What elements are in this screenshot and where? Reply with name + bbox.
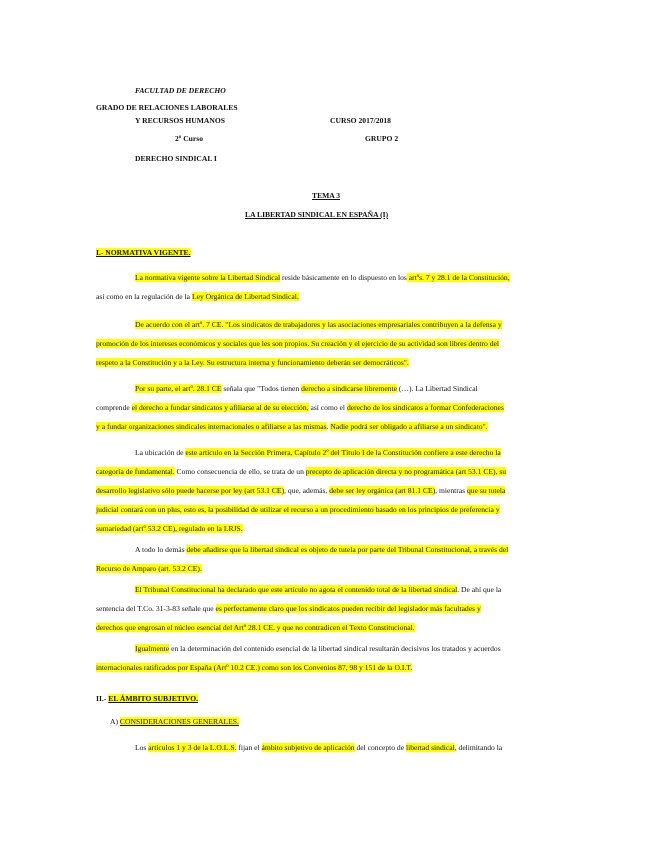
highlight-span: respeto a la Constitución y a la Ley. Su estructura interna y funcionamiento deberán ser democráticos". [96, 358, 409, 367]
text-span: reside básicamente en lo dispuesto en los [280, 273, 407, 282]
paragraph-line [96, 524, 243, 534]
paragraph-line [96, 505, 500, 515]
text-span: Los [135, 743, 149, 752]
text-span: , que, además, [284, 486, 330, 495]
highlight-span: debe añadirse que la libertad sindical es objeto de tutela por parte del Tribunal Constitucional, a través del [186, 545, 509, 554]
highlight-span: que su tutela [467, 486, 506, 495]
highlight-span: artículos 1 y 3 de la L.O.L.S. [148, 743, 237, 752]
highlight-span: artºs. 7 y 28.1 de la Constitución, [406, 273, 510, 282]
highlight-span: derecho de los sindicatos a formar Confederaciones [346, 403, 504, 412]
text-span: . [326, 422, 331, 431]
paragraph-line [135, 585, 501, 595]
highlight-span: el derecho a fundar sindicatos y afiliarse al de su elección, [131, 403, 309, 412]
paragraph-line [96, 486, 505, 496]
text-span: La ubicación de [135, 448, 186, 457]
paragraph-line [135, 743, 502, 753]
highlight-span: desarrollo legislativo sólo puede hacerse por ley (art 53.1 CE) [96, 486, 285, 495]
highlight-span: este artículo en la Sección Primera, Capítulo 2º del Título I de la Constitución confiere a este derecho la [185, 448, 501, 457]
text-span: , delimitando la [454, 743, 503, 752]
text-span: comprende [96, 403, 132, 412]
highlight-span: sumariedad (artº 53.2 CE), regulado en la LRJS. [96, 524, 243, 533]
subsection-letter: A) [110, 717, 120, 726]
paragraph-line [96, 292, 299, 302]
tema-title: TEMA 3 [312, 191, 341, 200]
text-span: (…). La Libertad Sindical [397, 384, 478, 393]
text-span: sentencia del T.Co. 31-3-83 señale que [96, 604, 216, 613]
highlight-span: ámbito subjetivo de aplicación [261, 743, 355, 752]
highlight-span: El Tribunal Constitucional ha declarado que este artículo no agota el contenido total de la libertad sindical [135, 585, 458, 594]
subject-name: DERECHO SINDICAL I [135, 154, 217, 163]
subsection-heading-text: CONSIDERACIONES GENERALES. [119, 717, 239, 726]
highlight-span: internacionales ratificados por España (Artº 10.2 CE.) como son los Convenios 87, 98 y 151 de la O.I.T. [96, 663, 413, 672]
paragraph-line [135, 273, 510, 283]
subsection-heading [110, 717, 239, 727]
course-year: CURSO 2017/2018 [330, 116, 391, 125]
text-span: señala que "Todos tienen [221, 384, 302, 393]
paragraph-line [96, 358, 409, 368]
section-heading-text: EL ÁMBITO SUBJETIVO. [108, 694, 199, 703]
highlight-span: Ley Orgánica de Libertad Sindical. [191, 292, 299, 301]
highlight-span: libertad sindical [406, 743, 455, 752]
text-span: fijan el [236, 743, 262, 752]
degree-line-1: GRADO DE RELACIONES LABORALES [96, 103, 238, 112]
paragraph-line [96, 663, 412, 673]
paragraph-line [96, 623, 415, 633]
text-span: así como el [308, 403, 347, 412]
highlight-span: es perfectamente claro que los sindicatos pueden recibir del legislador más facultades y [215, 604, 481, 613]
section-heading-normativa [96, 248, 191, 258]
section-heading-ambito [96, 694, 198, 704]
highlight-span: y a fundar organizaciones sindicales internacionales o afiliarse a las mismas [96, 422, 327, 431]
highlight-span: derechos que engrosan el núcleo esencial del Artº 28.1 CE. y que no contradicen el Texto Constitucional. [96, 623, 415, 632]
degree-line-2: Y RECURSOS HUMANOS [135, 116, 226, 125]
tema-subtitle: LA LIBERTAD SINDICAL EN ESPAÑA (I) [245, 210, 389, 219]
group-label: GRUPO 2 [365, 134, 399, 143]
paragraph-line [135, 644, 501, 654]
text-span: en la determinación del contenido esencial de la libertad sindical resultarán decisivos los tratados y acuerdos [169, 644, 501, 653]
highlight-span: derecho a sindicarse libremente [301, 384, 397, 393]
section-heading-text: I.- NORMATIVA VIGENTE. [96, 248, 191, 257]
text-span: del concepto de [354, 743, 406, 752]
text-span: Como consecuencia de ello, se trata de un [174, 467, 306, 476]
text-span: así como en la regulación de la [96, 292, 192, 301]
highlight-span: promoción de los intereses económicos y sociales que les son propios. Su creación y el ejercicio de su actividad son libres dentro del [96, 339, 499, 348]
highlight-span: precepto de aplicación directa y no programática (art 53.1 CE), su [305, 467, 507, 476]
highlight-span: debe ser ley orgánica (art 81.1 CE) [329, 486, 436, 495]
highlight-span: La normativa vigente [135, 273, 200, 282]
paragraph-line [96, 467, 506, 477]
text-span: , mientras [435, 486, 467, 495]
highlight-span: Por su parte, el artº. 28.1 CE [135, 384, 222, 393]
text-span: . De ahí que la [457, 585, 502, 594]
paragraph-line [96, 604, 481, 614]
paragraph-line [96, 564, 202, 574]
paragraph-line [135, 448, 501, 458]
paragraph-line [135, 384, 478, 394]
highlight-span: Igualmente [135, 644, 170, 653]
text-span: A todo lo demás [135, 545, 187, 554]
highlight-span: "Los sindicatos de trabajadores y las asociaciones empresariales contribuyen a la defensa y [225, 320, 502, 329]
paragraph-line [96, 339, 499, 349]
highlight-span: sobre la Libertad Sindical [199, 273, 281, 282]
highlight-span: De acuerdo con el artº. 7 CE. [135, 320, 226, 329]
highlight-span: categoría de fundamental. [96, 467, 175, 476]
paragraph-line [135, 545, 508, 555]
section-number: II.- [96, 694, 109, 703]
paragraph-line [135, 320, 502, 330]
paragraph-line [96, 422, 488, 432]
highlight-span: Nadie podrá ser obligado a afiliarse a un sindicato". [330, 422, 488, 431]
paragraph-line [96, 403, 504, 413]
highlight-span: Recurso de Amparo (art. 53.2 CE). [96, 564, 202, 573]
faculty-name: FACULTAD DE DERECHO [135, 86, 226, 95]
highlight-span: judicial contará con un plus, esto es, la posibilidad de utilizar el recurso a un procedimiento basado en los principios de preferencia y [96, 505, 500, 514]
course-label: 2º Curso [175, 134, 204, 143]
